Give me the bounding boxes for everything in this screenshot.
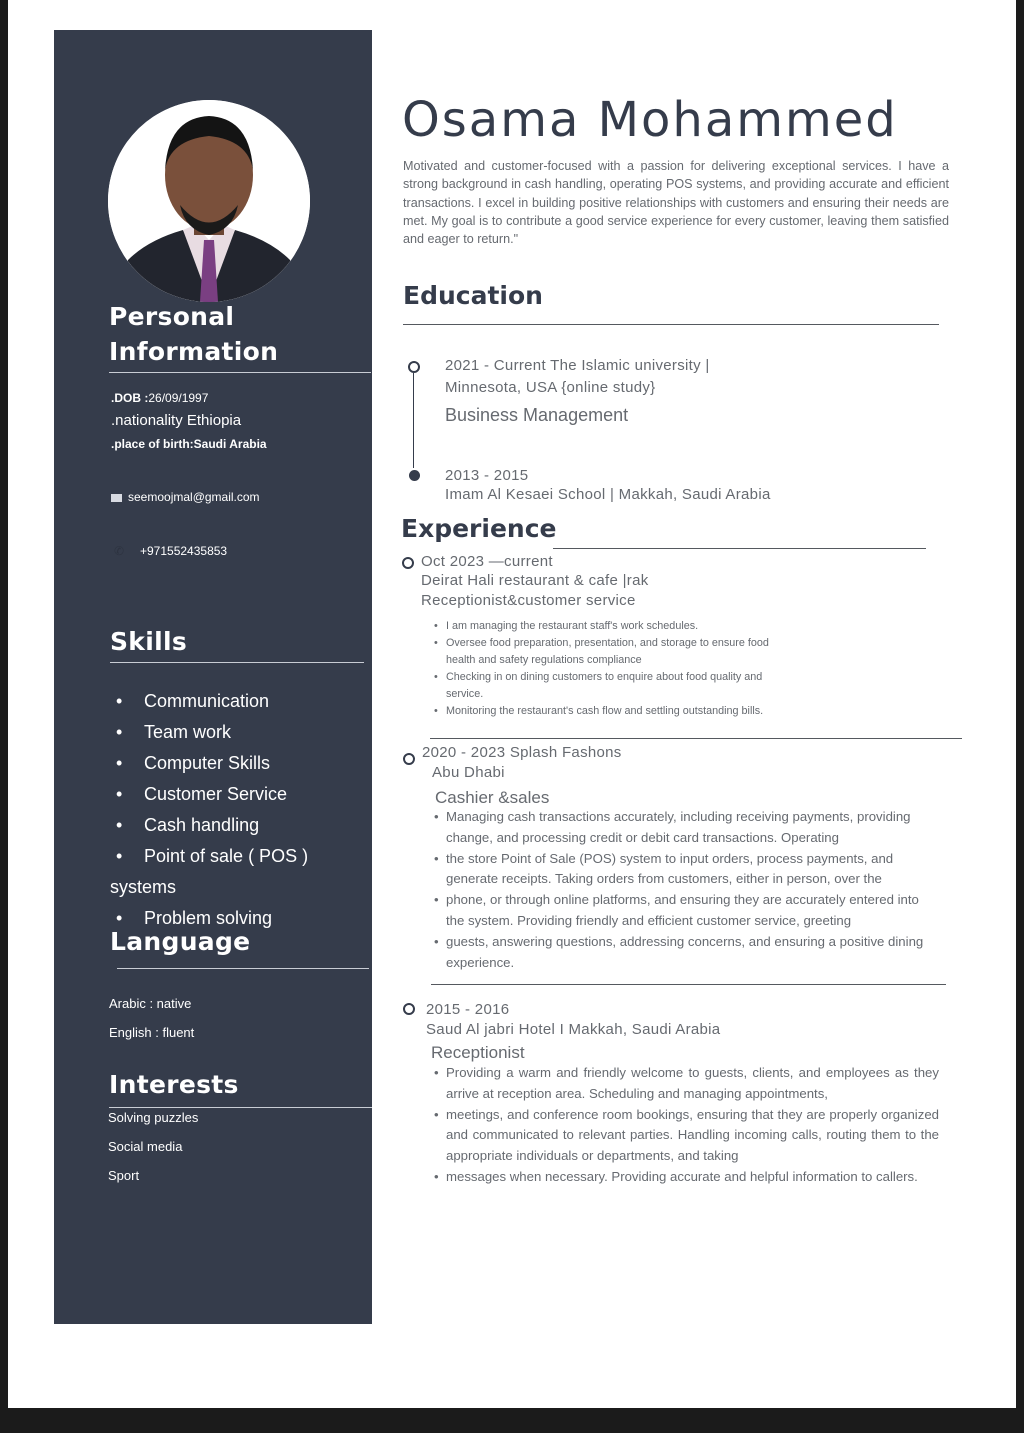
- language-divider: [117, 968, 369, 969]
- skill-item: • Cash handling: [110, 810, 372, 841]
- timeline-node-filled: [409, 470, 420, 481]
- job-1-bullet: • I am managing the restaurant staff's work schedules.: [434, 618, 779, 635]
- skill-item: • Problem solving: [110, 903, 372, 934]
- sidebar: [54, 30, 372, 1324]
- language-heading: Language: [110, 927, 251, 956]
- skills-list: [110, 686, 372, 934]
- dob-label: .DOB :: [111, 391, 149, 405]
- interest-item: Sport: [108, 1168, 140, 1183]
- phone-text[interactable]: +971552435853: [140, 544, 228, 558]
- job-3-date: 2015 - 2016: [426, 1001, 510, 1018]
- language-arabic: Arabic : native: [109, 996, 192, 1011]
- job-1-bullet: • Checking in on dining customers to enquire about food quality and service.: [434, 669, 779, 703]
- edu-2-line2: Imam Al Kesaei School | Makkah, Saudi Arabia: [445, 486, 771, 503]
- skill-item: • Communication: [110, 686, 372, 717]
- language-english: English : fluent: [109, 1025, 195, 1040]
- job-1-date: Oct 2023 —current: [421, 553, 553, 570]
- summary: Motivated and customer-focused with a passion for delivering exceptional services. I have a strong background in cash handling, operating POS systems, and providing accurate and efficient transactions. I excel in building positive relationships with customers and ensuring their needs are met. My goal is to contribute a good service experience for every customer, leaving them satisfied and eager to return.": [403, 159, 949, 247]
- skill-item: • Point of sale ( POS ) systems: [110, 841, 372, 903]
- job-3-bullet: • messages when necessary. Providing accurate and helpful information to callers.: [434, 1167, 939, 1188]
- job-2-role: Cashier &sales: [435, 788, 550, 807]
- job-3-bullet: • Providing a warm and friendly welcome to guests, clients, and employees as they arrive at reception area. Scheduling and managing appointments,: [434, 1063, 939, 1105]
- job-2-node: [403, 753, 415, 765]
- edu-1-line1: 2021 - Current The Islamic university |: [445, 357, 710, 374]
- experience-heading: Experience: [401, 514, 557, 543]
- avatar: [108, 100, 310, 302]
- job-2-bullet: • guests, answering questions, addressing concerns, and ensuring a positive dining experience.: [434, 932, 934, 974]
- profile-photo: [108, 100, 310, 302]
- interests-heading: Interests: [109, 1070, 239, 1099]
- job-1-bullets: [434, 618, 779, 720]
- interest-item: Social media: [108, 1139, 183, 1154]
- skills-heading: Skills: [110, 627, 188, 656]
- job-1-bullet: • Monitoring the restaurant's cash flow and settling outstanding bills.: [434, 703, 779, 720]
- edu-2-line1: 2013 - 2015: [445, 467, 529, 484]
- job-3-role: Receptionist: [431, 1043, 525, 1062]
- job-2-bullets: [434, 807, 934, 973]
- email-text[interactable]: seemoojmal@gmail.com: [128, 490, 260, 504]
- email-icon: [111, 494, 122, 502]
- skill-item: • Team work: [110, 717, 372, 748]
- timeline-node-open: [408, 361, 420, 373]
- job-2-company: Abu Dhabi: [432, 764, 505, 781]
- job-3-company: Saud Al jabri Hotel I Makkah, Saudi Arabia: [426, 1021, 721, 1038]
- personal-heading-2: Information: [109, 337, 279, 366]
- job-1-role: Receptionist&customer service: [421, 592, 636, 609]
- interests-divider: [109, 1107, 372, 1108]
- place-of-birth: .place of birth:Saudi Arabia: [111, 437, 267, 451]
- education-divider: [403, 324, 939, 325]
- job-2-date: 2020 - 2023 Splash Fashons: [422, 744, 622, 761]
- full-name: Osama Mohammed: [402, 92, 898, 148]
- job-2-bullet: • phone, or through online platforms, and ensuring they are accurately entered into the system. Providing friendly and efficient customer service, greeting: [434, 890, 934, 932]
- experience-divider: [553, 548, 926, 549]
- education-heading: Education: [403, 281, 543, 310]
- job-2-divider: [431, 984, 946, 985]
- job-1-node: [402, 557, 414, 569]
- interest-item: Solving puzzles: [108, 1110, 199, 1125]
- job-1-divider: [430, 738, 962, 739]
- personal-divider: [109, 372, 371, 373]
- nationality: .nationality Ethiopia: [111, 412, 242, 429]
- skill-item: • Computer Skills: [110, 748, 372, 779]
- dob: [111, 391, 208, 405]
- dob-value: 26/09/1997: [148, 391, 209, 405]
- edu-1-degree: Business Management: [445, 405, 629, 425]
- job-3-bullets: [434, 1063, 939, 1188]
- job-3-node: [403, 1003, 415, 1015]
- job-2-bullet: • the store Point of Sale (POS) system to input orders, process payments, and generate receipts. Taking orders from customers, either in person, over the: [434, 849, 934, 891]
- timeline-line: [413, 373, 414, 468]
- job-1-company: Deirat Hali restaurant & cafe |rak: [421, 572, 649, 589]
- job-1-bullet: • Oversee food preparation, presentation, and storage to ensure food health and safety regulations compliance: [434, 635, 779, 669]
- phone-icon: ✆: [114, 544, 125, 558]
- phone-row: [114, 544, 227, 558]
- job-2-bullet: • Managing cash transactions accurately, including receiving payments, providing change, and processing credit or debit card transactions. Operating: [434, 807, 934, 849]
- skill-item: • Customer Service: [110, 779, 372, 810]
- email-row: [111, 490, 260, 504]
- personal-heading-1: Personal: [109, 302, 235, 331]
- edu-1-line2: Minnesota, USA {online study}: [445, 379, 656, 396]
- job-3-bullet: • meetings, and conference room bookings, ensuring that they are properly organized and communicated to relevant parties. Handling incoming calls, routing them to the appropriate individuals or departments, and taking: [434, 1105, 939, 1167]
- skills-divider: [110, 662, 364, 663]
